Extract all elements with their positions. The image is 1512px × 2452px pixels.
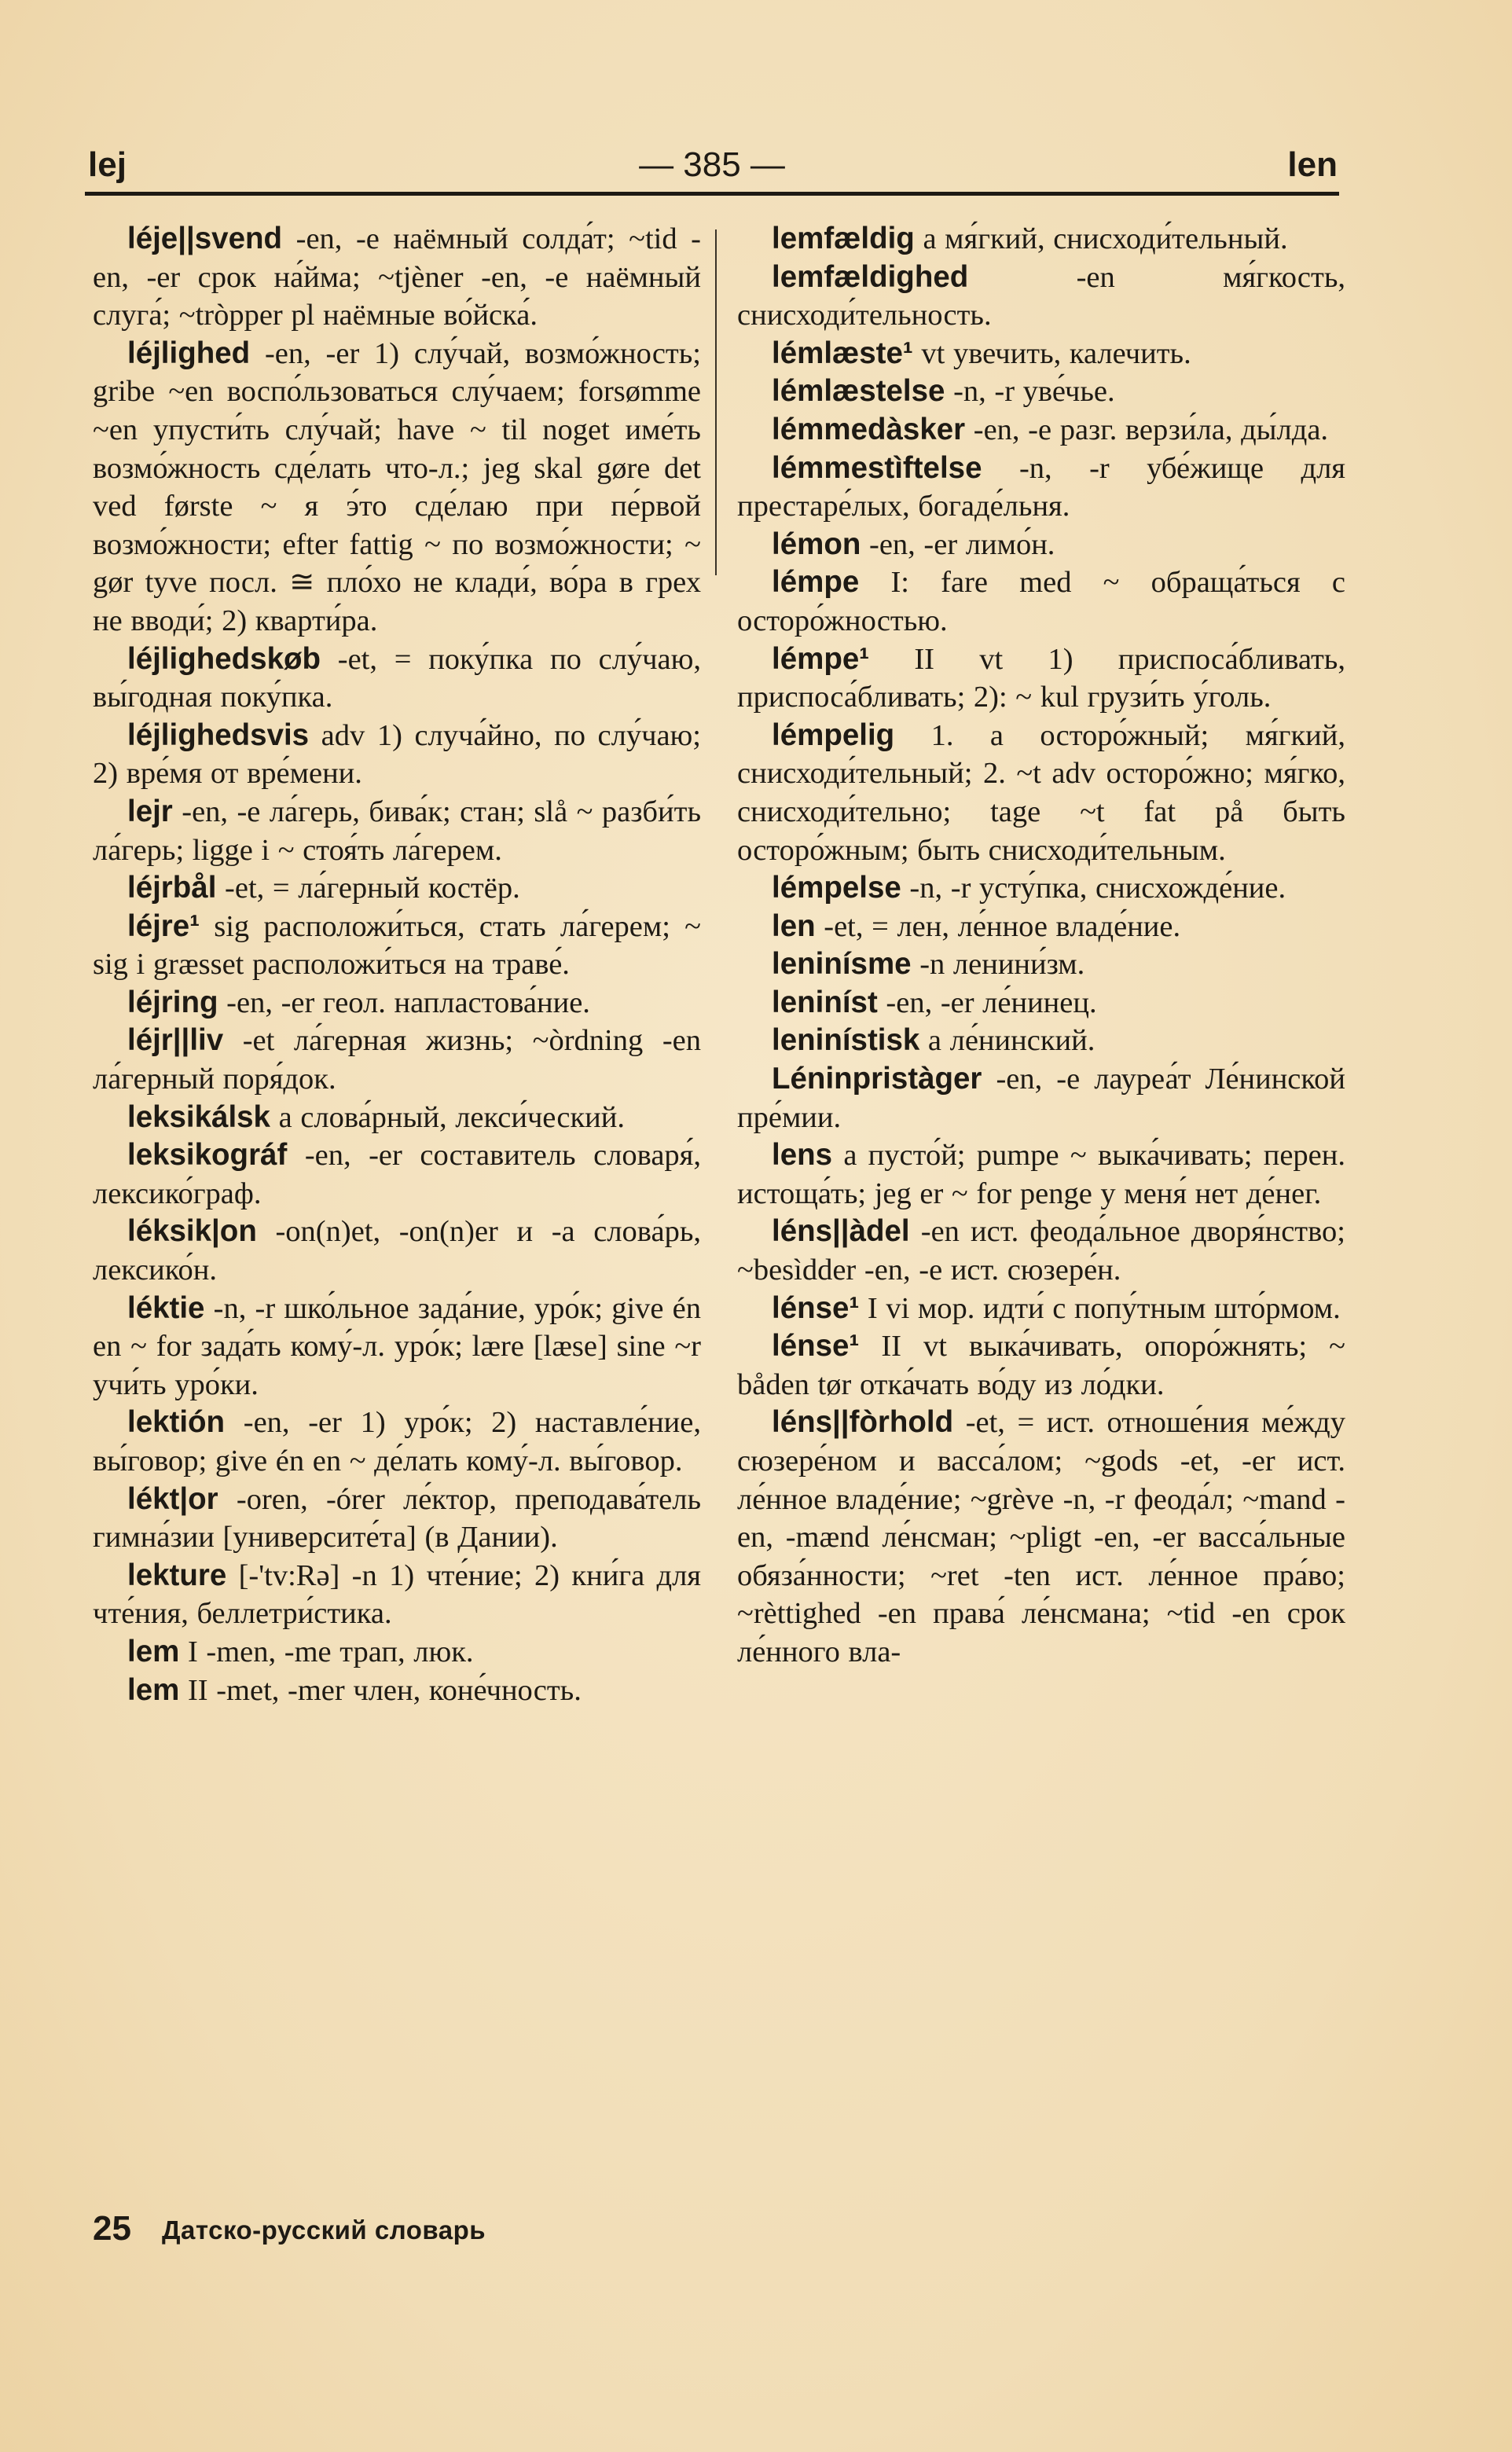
dictionary-entry (737, 259, 1345, 335)
entry-definition: -en, -e лауреа́т Ле́нинской пре́мии. (737, 1063, 1345, 1134)
dictionary-entry (93, 1404, 701, 1480)
entry-definition: -en мя́гкость, снисходи́тельность. (737, 260, 1345, 332)
entry-definition: sig расположи́ться, стать ла́герем; ~ sig i græsset расположи́ться на траве́. (93, 909, 701, 982)
dictionary-entry (93, 220, 701, 335)
dictionary-entry (737, 373, 1345, 411)
entry-headword: lémon (772, 527, 861, 561)
dictionary-entry (93, 1481, 701, 1557)
dictionary-entry (93, 1290, 701, 1404)
entry-headword: lem (127, 1634, 180, 1668)
dictionary-entry (737, 335, 1345, 373)
entry-definition: -en, -e разг. верзи́ла, ды́лда. (965, 413, 1329, 446)
entry-definition: -en, -e ла́герь, бива́к; стан; slå ~ разби́ть ла́герь; ligge i ~ стоя́ть ла́герем. (93, 795, 701, 867)
entry-definition: -en, -er лимо́н. (861, 527, 1055, 561)
entry-headword: lektión (127, 1405, 226, 1440)
dictionary-entry (93, 1099, 701, 1137)
entry-headword: leninísme (772, 947, 912, 982)
entry-headword: léktie (127, 1290, 205, 1325)
entry-definition: [-'tv:Rə] -n 1) чте́ние; 2) кни́га для чте́ния, беллетри́стика. (93, 1558, 701, 1631)
entry-definition: I -men, -me трап, люк. (179, 1635, 474, 1668)
dictionary-entry (93, 335, 701, 641)
dictionary-entry (93, 1633, 701, 1672)
entry-headword: lénse¹ (772, 1290, 860, 1325)
entry-definition: -et, = ист. отноше́ния ме́жду сюзере́ном и васса́лом; ~gods -et, -er ист. ле́нное владе́ние; ~grève -n, -r феода́л; ~mand -en, -mænd ле́нсман; ~pligt -en, -er васса́льные обяза́нности; ~ret -ten ист. ле́нное пра́во; ~rèttighed -en права́ ле́нсмана; ~tid -en срок ле́нного вла- (737, 1406, 1345, 1668)
entry-headword: leksikálsk (127, 1099, 270, 1134)
dictionary-entry (737, 1404, 1345, 1671)
dictionary-entry (93, 1136, 701, 1213)
entry-definition: -on(n)et, -on(n)er и -a слова́рь, лексико́н. (93, 1215, 701, 1287)
dictionary-entry (93, 793, 701, 869)
entry-definition: -en, -er геол. напластова́ние. (218, 986, 590, 1019)
entry-headword: lémpelse (772, 871, 901, 905)
dictionary-entry (737, 1290, 1345, 1328)
entry-headword: léjrbål (127, 871, 217, 905)
dictionary-entry (737, 1060, 1345, 1136)
entry-definition: -n ленини́зм. (911, 948, 1085, 982)
entry-definition: -en, -er составитель словаря́, лексико́граф. (93, 1139, 701, 1210)
entry-definition: vt увечить, калечить. (912, 336, 1191, 370)
entry-headword: leninístisk (772, 1023, 920, 1058)
entry-headword: lékt|or (127, 1481, 218, 1516)
signature-mark: 25 (93, 2209, 131, 2248)
dictionary-entry (737, 450, 1345, 526)
entry-headword: lens (772, 1138, 833, 1173)
entry-headword: lem (127, 1672, 180, 1707)
entry-definition: a ле́нинский. (919, 1024, 1095, 1058)
column-divider (715, 229, 717, 575)
entry-headword: léns||fòrhold (772, 1405, 954, 1440)
dictionary-entry (737, 1022, 1345, 1060)
left-guide-word: lej (88, 145, 127, 184)
footer-title: Датско-русский словарь (162, 2215, 486, 2245)
page-footer (93, 2207, 800, 2251)
entry-definition: a слова́рный, лекси́ческий. (270, 1100, 625, 1134)
entry-headword: lemfældig (772, 222, 915, 255)
dictionary-entry (93, 1672, 701, 1710)
entry-definition: -en, -er 1) слу́чай, возмо́жность; gribe ~en воспо́льзоваться слу́чаем; forsømme ~en упусти́ть слу́чай; have ~ til noget име́ть возмо́жность сде́лать что-л.; jeg skal gøre det ved første ~ я э́то сде́лаю при пе́рвой возмо́жности; efter fattig ~ по возмо́жности; ~ gør tyve посл. ≅ пло́хо не клади́, во́ра в грех не вводи́; 2) кварти́ра. (93, 336, 701, 637)
entry-headword: len (772, 908, 816, 943)
entry-definition: 1. a осторо́жный; мя́гкий, снисходи́тельный; 2. ~t adv осторо́жно; мя́гко, снисходи́тельно; tage ~t fat på быть осторо́жным; быть снисходи́тельным. (737, 718, 1345, 867)
entry-definition: -n, -r шко́льное зада́ние, уро́к; give én en ~ for зада́ть кому́-л. уро́к; lære [læse] sine ~r учи́ть уро́ки. (93, 1291, 701, 1401)
dictionary-entry (737, 220, 1345, 259)
left-column (93, 220, 701, 1709)
dictionary-entry (737, 869, 1345, 908)
entry-definition: -et, = лен, ле́нное владе́ние. (815, 909, 1181, 943)
dictionary-entry (737, 526, 1345, 564)
entry-definition: -en, -e наёмный солда́т; ~tid -en, -er срок на́йма; ~tjèner -en, -e наёмный слуга́; ~tròpper pl наёмные во́йска́. (93, 222, 701, 332)
entry-headword: Léninpristàger (772, 1062, 982, 1096)
dictionary-entry (93, 641, 701, 717)
entry-headword: léjre¹ (127, 908, 200, 943)
entry-headword: léjlighed (127, 336, 251, 370)
dictionary-entry (737, 411, 1345, 450)
dictionary-entry (737, 1327, 1345, 1404)
entry-headword: léns||àdel (772, 1214, 910, 1249)
entry-headword: lémpe (772, 565, 860, 600)
dictionary-entry (737, 1213, 1345, 1289)
entry-headword: léjr||liv (127, 1023, 224, 1058)
entry-definition: II vt выка́чивать, опоро́жнять; ~ båden tør отка́чать во́ду из ло́дки. (737, 1330, 1345, 1401)
entry-headword: leksikográf (127, 1138, 288, 1173)
entry-headword: lemfældighed (772, 259, 969, 294)
dictionary-entry (737, 641, 1345, 717)
entry-headword: lémmestìftelse (772, 450, 982, 485)
dictionary-entry (93, 908, 701, 984)
entry-definition: -n, -r уве́чье. (945, 375, 1115, 409)
right-column (737, 220, 1345, 1672)
entry-headword: lénse¹ (772, 1329, 860, 1364)
entry-definition: a пусто́й; pumpe ~ выка́чивать; перен. истоща́ть; jeg er ~ for penge у меня́ нет де́нег. (737, 1139, 1345, 1210)
dictionary-entry (737, 563, 1345, 640)
entry-headword: lekture (127, 1558, 227, 1592)
entry-headword: lémpelig (772, 718, 895, 752)
entry-definition: -oren, -órer ле́ктор, преподава́тель гимна́зии [университе́та] (в Дании). (93, 1482, 701, 1555)
entry-headword: léksik|on (127, 1214, 257, 1249)
entry-definition: -n, -r убе́жище для престаре́лых, богаде́льня. (737, 451, 1345, 523)
entry-definition: -et ла́герная жизнь; ~òrdning -en ла́герный поря́док. (93, 1024, 701, 1096)
dictionary-entry (93, 1213, 701, 1289)
entry-definition: II -met, -mer член, коне́чность. (179, 1673, 582, 1707)
dictionary-entry (737, 1136, 1345, 1213)
entry-headword: léje||svend (127, 222, 283, 255)
entry-headword: lémmedàsker (772, 412, 966, 446)
dictionary-entry (737, 717, 1345, 869)
entry-definition: -et, = ла́герный костёр. (216, 872, 520, 905)
entry-headword: lémlæstelse (772, 374, 945, 409)
dictionary-entry (737, 984, 1345, 1022)
entry-definition: -en, -er ле́нинец. (877, 986, 1097, 1019)
entry-definition: -en, -er 1) уро́к; 2) наставле́ние, вы́говор; give én en ~ де́лать кому́-л. вы́говор. (93, 1406, 701, 1477)
dictionary-entry (93, 984, 701, 1022)
entry-definition: -en ист. феода́льное дворя́нство; ~besìdder -en, -e ист. сюзере́н. (737, 1215, 1345, 1287)
entry-definition: II vt 1) приспоса́бливать, приспоса́бливать; 2): ~ kul грузи́ть у́голь. (737, 642, 1345, 714)
entry-headword: lejr (127, 794, 173, 828)
dictionary-entry (93, 1022, 701, 1098)
entry-headword: léjlighedskøb (127, 641, 321, 676)
page-number: — 385 — (639, 145, 785, 184)
dictionary-entry (737, 945, 1345, 984)
entry-headword: leniníst (772, 985, 878, 1019)
entry-definition: -et, = поку́пка по слу́чаю, вы́годная поку́пка. (93, 642, 701, 714)
entry-headword: léjring (127, 985, 218, 1019)
dictionary-entry (93, 869, 701, 908)
entry-headword: léjlighedsvis (127, 718, 310, 752)
running-header (85, 143, 1339, 193)
entry-headword: lémlæste¹ (772, 336, 913, 370)
entry-definition: I vi мор. идти́ с попу́тным што́рмом. (859, 1291, 1341, 1325)
entry-headword: lémpe¹ (772, 641, 870, 676)
entry-definition: I: fare med ~ обраща́ться с осторо́жностью. (737, 566, 1345, 637)
dictionary-entry (737, 908, 1345, 946)
dictionary-entry (93, 1557, 701, 1633)
entry-definition: adv 1) случа́йно, по слу́чаю; 2) вре́мя от вре́мени. (93, 718, 701, 791)
entry-definition: a мя́гкий, снисходи́тельный. (914, 222, 1288, 255)
right-guide-word: len (1287, 145, 1338, 184)
entry-definition: -n, -r усту́пка, снисхожде́ние. (901, 872, 1286, 905)
header-rule (85, 192, 1339, 196)
dictionary-entry (93, 717, 701, 793)
